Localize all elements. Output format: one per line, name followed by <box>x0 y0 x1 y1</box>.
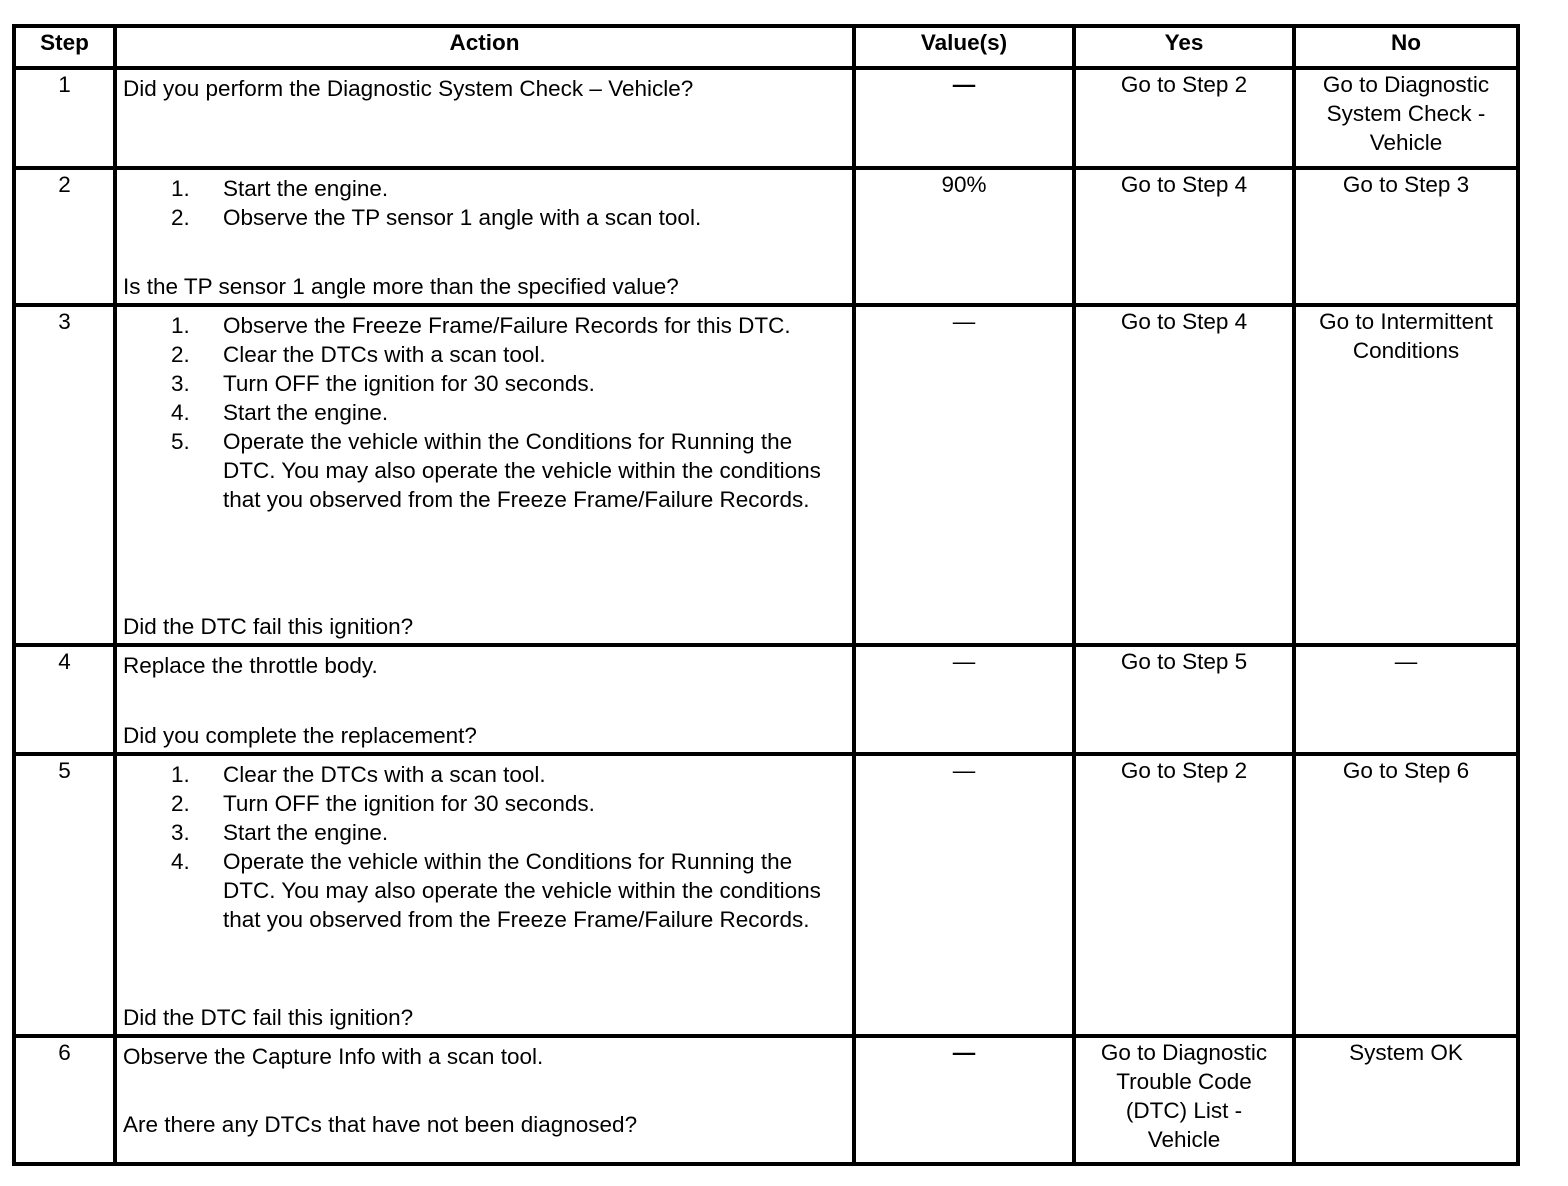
value-cell <box>854 754 1074 1036</box>
action-steps <box>123 760 846 934</box>
action-question: Did you complete the replacement? <box>123 723 477 748</box>
step-number: 5 <box>14 754 115 1036</box>
action-intro: Did you perform the Diagnostic System Check – Vehicle? <box>123 76 694 101</box>
diagnostic-table <box>12 24 1520 1166</box>
value-text: — <box>952 649 976 674</box>
action-step: 2. Observe the TP sensor 1 angle with a scan tool. <box>171 205 702 230</box>
header-action: Action <box>115 26 854 68</box>
no-cell: System OK <box>1294 1036 1518 1164</box>
value-text: — <box>952 309 976 334</box>
value-cell <box>854 68 1074 168</box>
action-step: 4. Start the engine. <box>171 400 389 425</box>
step-number: 4 <box>14 645 115 754</box>
value-text: — <box>952 1040 976 1065</box>
no-cell: Go to Step 6 <box>1294 754 1518 1036</box>
value-cell <box>854 168 1074 305</box>
action-step: 3. Start the engine. <box>171 820 389 845</box>
action-step: 3. Turn OFF the ignition for 30 seconds. <box>171 371 595 396</box>
no-cell: Go to Step 3 <box>1294 168 1518 305</box>
header-yes: Yes <box>1074 26 1294 68</box>
action-step: 2. Turn OFF the ignition for 30 seconds. <box>171 791 595 816</box>
action-intro: Replace the throttle body. <box>123 653 378 678</box>
action-steps <box>123 174 846 232</box>
value-text: 90% <box>941 172 987 197</box>
action-cell <box>115 645 854 754</box>
table-row <box>14 305 1518 645</box>
action-step: 1. Start the engine. <box>171 176 389 201</box>
yes-cell: Go to Step 2 <box>1074 754 1294 1036</box>
value-cell <box>854 1036 1074 1164</box>
action-question: Did the DTC fail this ignition? <box>123 1005 414 1030</box>
action-question: Is the TP sensor 1 angle more than the specified value? <box>123 274 679 299</box>
header-values: Value(s) <box>854 26 1074 68</box>
step-number: 1 <box>14 68 115 168</box>
header-no: No <box>1294 26 1518 68</box>
value-cell <box>854 305 1074 645</box>
table-row <box>14 168 1518 305</box>
table-row <box>14 645 1518 754</box>
value-text: — <box>952 72 976 97</box>
action-question: Did the DTC fail this ignition? <box>123 614 414 639</box>
yes-cell: Go to Step 2 <box>1074 68 1294 168</box>
action-cell <box>115 754 854 1036</box>
action-step: 2. Clear the DTCs with a scan tool. <box>171 342 546 367</box>
value-cell <box>854 645 1074 754</box>
action-question: Are there any DTCs that have not been diagnosed? <box>123 1112 638 1137</box>
action-cell <box>115 1036 854 1164</box>
action-cell <box>115 168 854 305</box>
action-intro: Observe the Capture Info with a scan tool. <box>123 1044 544 1069</box>
action-cell <box>115 68 854 168</box>
yes-cell: Go to Step 4 <box>1074 305 1294 645</box>
action-step: 1. Clear the DTCs with a scan tool. <box>171 762 546 787</box>
yes-cell: Go to Step 5 <box>1074 645 1294 754</box>
action-step: 4. Operate the vehicle within the Conditions for Running the DTC. You may also operate the vehicle within the conditions that you observed from the Freeze Frame/Failure Records. <box>171 849 821 932</box>
action-step: 1. Observe the Freeze Frame/Failure Records for this DTC. <box>171 313 791 338</box>
no-cell: Go to Intermittent Conditions <box>1294 305 1518 645</box>
table-row <box>14 68 1518 168</box>
table-row <box>14 754 1518 1036</box>
table-row <box>14 1036 1518 1164</box>
step-number: 3 <box>14 305 115 645</box>
header-row <box>14 26 1518 68</box>
header-step: Step <box>14 26 115 68</box>
no-cell: Go to Diagnostic System Check - Vehicle <box>1294 68 1518 168</box>
yes-cell: Go to Diagnostic Trouble Code (DTC) List - Vehicle <box>1074 1036 1294 1164</box>
action-step: 5. Operate the vehicle within the Conditions for Running the DTC. You may also operate the vehicle within the conditions that you observed from the Freeze Frame/Failure Records. <box>171 429 821 512</box>
yes-cell: Go to Step 4 <box>1074 168 1294 305</box>
step-number: 2 <box>14 168 115 305</box>
no-cell: — <box>1294 645 1518 754</box>
action-steps <box>123 311 846 514</box>
value-text: — <box>952 758 976 783</box>
action-cell <box>115 305 854 645</box>
step-number: 6 <box>14 1036 115 1164</box>
